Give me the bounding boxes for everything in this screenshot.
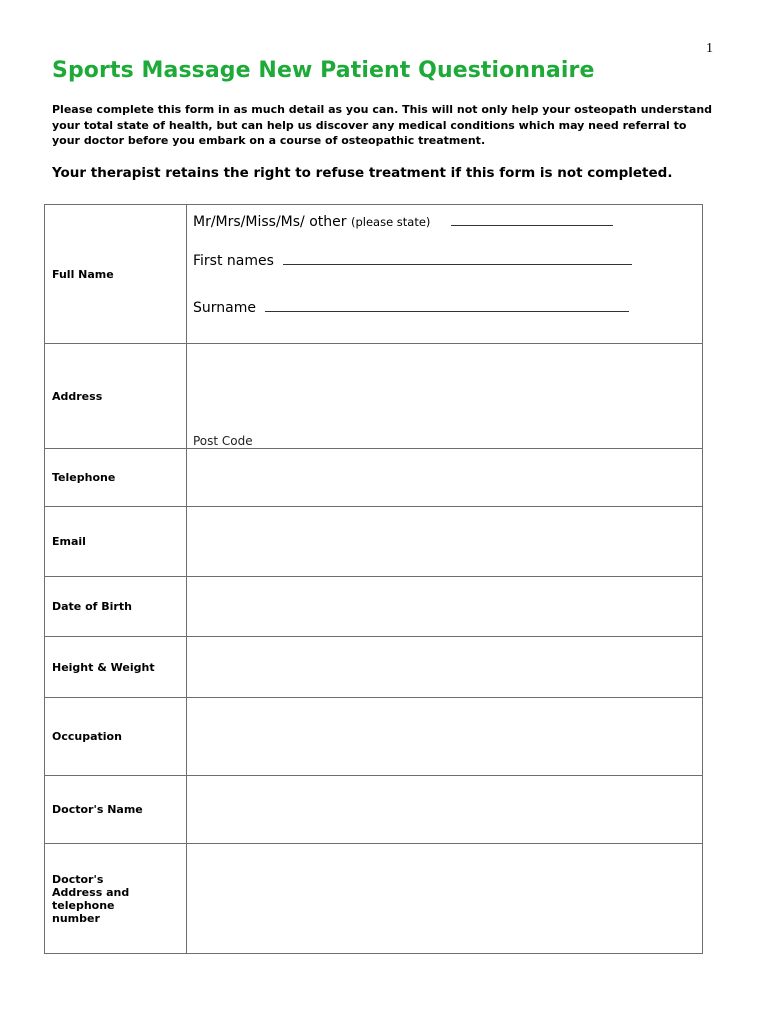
address-field[interactable] <box>187 344 703 449</box>
title-line[interactable] <box>193 214 613 230</box>
form-row-doctors-name <box>45 776 703 844</box>
full-name-field[interactable] <box>187 205 703 344</box>
form-row-address <box>45 344 703 449</box>
title-hint: (please state) <box>350 215 431 229</box>
height-weight-label: Height & Weight <box>45 637 187 698</box>
postcode-label: Post Code <box>193 434 253 448</box>
height-weight-field[interactable] <box>187 637 703 698</box>
first-names-underline <box>283 263 632 265</box>
form-row-date-of-birth <box>45 577 703 637</box>
intro-text: Please complete this form in as much detail as you can. This will not only help your osteopath understand your total state of health, but can help us discover any medical conditions which may need referral to your doctor before you embark on a course of osteopathic treatment. <box>52 103 713 147</box>
surname-line[interactable] <box>193 300 629 316</box>
first-names-prompt: First names <box>193 253 274 269</box>
form-row-telephone <box>45 449 703 507</box>
address-label: Address <box>45 344 187 449</box>
title-underline <box>451 224 613 226</box>
title-prompt: Mr/Mrs/Miss/Ms/ other <box>193 214 347 230</box>
form-row-doctors-address <box>45 844 703 954</box>
doctors-address-field[interactable] <box>187 844 703 954</box>
form-row-full-name <box>45 205 703 344</box>
page-title: Sports Massage New Patient Questionnaire <box>52 58 595 83</box>
doctors-name-field[interactable] <box>187 776 703 844</box>
first-names-line[interactable] <box>193 253 632 269</box>
email-label: Email <box>45 507 187 577</box>
doctors-address-label-text: Doctor's Address and telephone number <box>52 872 130 925</box>
form-row-occupation <box>45 698 703 776</box>
occupation-field[interactable] <box>187 698 703 776</box>
surname-prompt: Surname <box>193 300 256 316</box>
email-field[interactable] <box>187 507 703 577</box>
date-of-birth-field[interactable] <box>187 577 703 637</box>
form-row-email <box>45 507 703 577</box>
date-of-birth-label: Date of Birth <box>45 577 187 637</box>
doctors-name-label: Doctor's Name <box>45 776 187 844</box>
occupation-label: Occupation <box>45 698 187 776</box>
telephone-field[interactable] <box>187 449 703 507</box>
surname-underline <box>265 310 629 312</box>
telephone-label: Telephone <box>45 449 187 507</box>
doctors-address-label <box>45 844 187 954</box>
warning-text: Your therapist retains the right to refuse treatment if this form is not completed. <box>52 165 673 181</box>
full-name-label: Full Name <box>45 205 187 344</box>
form-row-height-weight <box>45 637 703 698</box>
patient-form-table <box>44 204 703 954</box>
page-number: 1 <box>706 41 713 56</box>
